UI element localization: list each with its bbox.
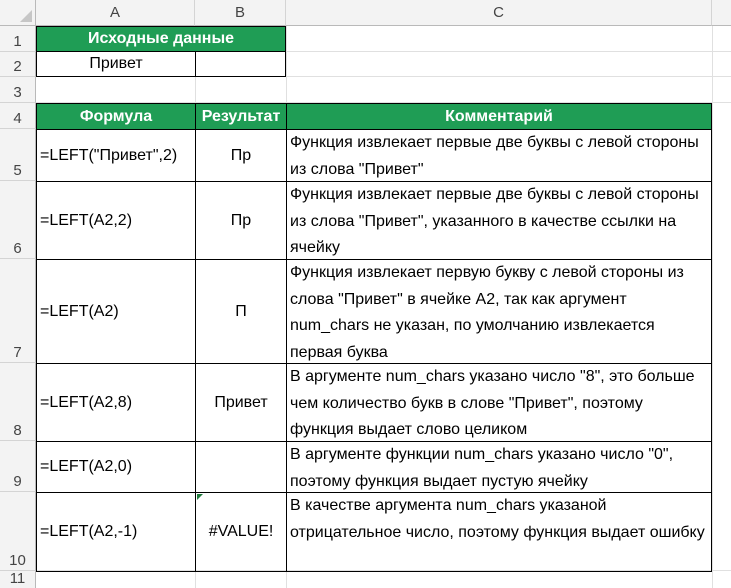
result-cell[interactable]: #VALUE! bbox=[195, 492, 287, 572]
table-header-formula[interactable]: Формула bbox=[36, 103, 196, 130]
row-header-7[interactable]: 7 bbox=[0, 259, 36, 363]
table-header-comment[interactable]: Комментарий bbox=[286, 103, 712, 130]
column-header-d[interactable] bbox=[712, 0, 731, 26]
formula-cell[interactable]: =LEFT(A2,-1) bbox=[36, 492, 196, 572]
gridline bbox=[712, 26, 713, 588]
formula-cell[interactable]: =LEFT(A2) bbox=[36, 259, 196, 364]
row-header-1[interactable]: 1 bbox=[0, 26, 36, 52]
comment-cell[interactable]: В аргументе num_chars указано число "8", это больше чем количество букв в слове "Привет", поэтому функция выдает слово целиком bbox=[286, 363, 712, 442]
comment-cell[interactable]: В качестве аргумента num_chars указаной отрицательное число, поэтому функция выдает ошибку bbox=[286, 492, 712, 572]
formula-cell[interactable]: =LEFT(A2,8) bbox=[36, 363, 196, 442]
formula-cell[interactable]: =LEFT(A2,2) bbox=[36, 181, 196, 260]
column-header-c[interactable]: C bbox=[286, 0, 712, 26]
formula-cell[interactable]: =LEFT("Привет",2) bbox=[36, 129, 196, 182]
select-all-corner[interactable] bbox=[0, 0, 36, 26]
error-indicator-icon[interactable] bbox=[197, 494, 203, 500]
row-header-11[interactable]: 11 bbox=[0, 571, 36, 588]
column-header-a[interactable]: A bbox=[36, 0, 195, 26]
row-header-5[interactable]: 5 bbox=[0, 129, 36, 181]
result-cell[interactable]: П bbox=[195, 259, 287, 364]
result-cell[interactable]: Пр bbox=[195, 129, 287, 182]
comment-cell[interactable]: Функция извлекает первую букву с левой стороны из слова "Привет" в ячейке A2, так как аргумент num_chars не указан, по умолчанию извлекается первая буква bbox=[286, 259, 712, 364]
formula-cell[interactable]: =LEFT(A2,0) bbox=[36, 441, 196, 493]
row-header-6[interactable]: 6 bbox=[0, 181, 36, 259]
row-header-8[interactable]: 8 bbox=[0, 363, 36, 441]
table-header-result[interactable]: Результат bbox=[195, 103, 287, 130]
row-header-2[interactable]: 2 bbox=[0, 52, 36, 77]
row-header-4[interactable]: 4 bbox=[0, 103, 36, 129]
source-value-cell[interactable]: Привет bbox=[36, 51, 196, 77]
row-header-3[interactable]: 3 bbox=[0, 77, 36, 103]
column-header-b[interactable]: B bbox=[195, 0, 286, 26]
comment-cell[interactable]: В аргументе функции num_chars указано число "0", поэтому функция выдает пустую ячейку bbox=[286, 441, 712, 493]
comment-cell[interactable]: Функция извлекает первые две буквы с левой стороны из слова "Привет" bbox=[286, 129, 712, 182]
row-header-9[interactable]: 9 bbox=[0, 441, 36, 492]
result-cell[interactable]: Привет bbox=[195, 363, 287, 442]
row-header-10[interactable]: 10 bbox=[0, 492, 36, 571]
comment-cell[interactable]: Функция извлекает первые две буквы с левой стороны из слова "Привет", указанного в качестве ссылки на ячейку bbox=[286, 181, 712, 260]
result-cell[interactable] bbox=[195, 441, 287, 493]
source-header-cell[interactable]: Исходные данные bbox=[36, 26, 286, 52]
source-empty-cell[interactable] bbox=[195, 51, 286, 77]
result-cell[interactable]: Пр bbox=[195, 181, 287, 260]
